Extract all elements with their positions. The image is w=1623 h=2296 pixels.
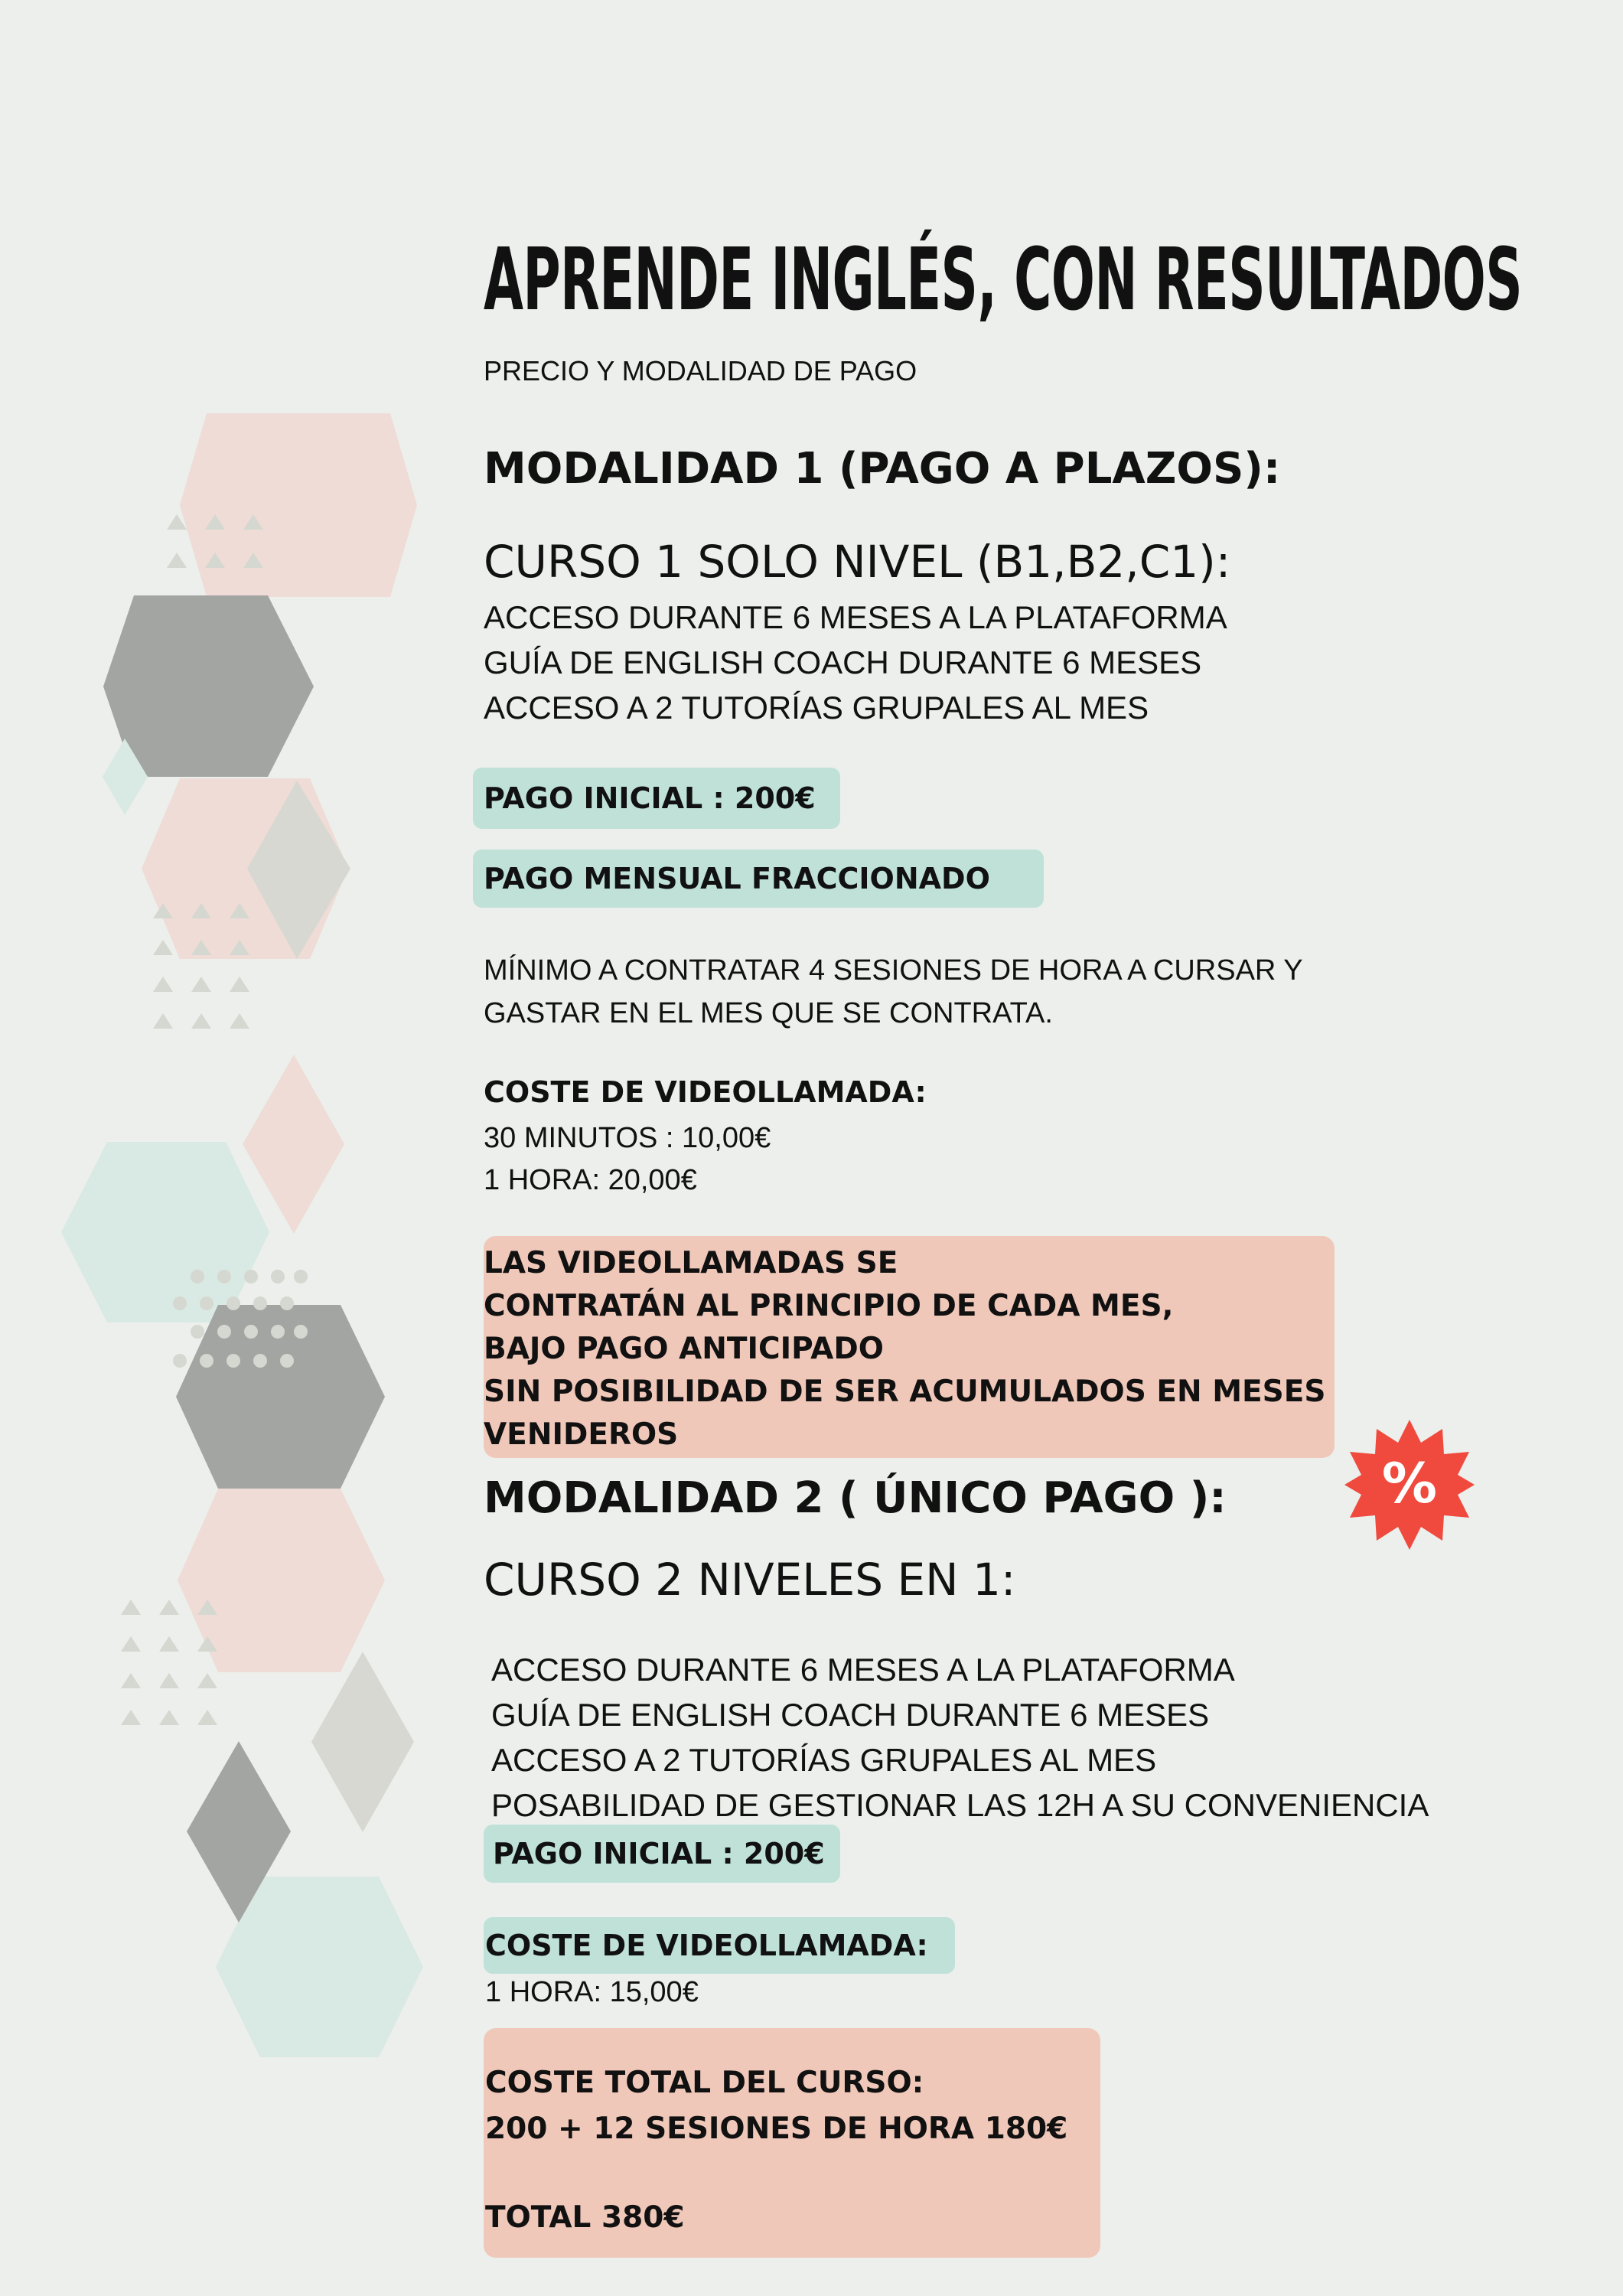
total-cost-box: [484, 2028, 1100, 2258]
feature-item: GUÍA DE ENGLISH COACH DURANTE 6 MESES: [484, 644, 1202, 680]
video-cost-item: 30 MINUTOS : 10,00€: [484, 1122, 771, 1154]
notice-line: BAJO PAGO ANTICIPADO: [484, 1332, 884, 1366]
modalidad2-course-title: CURSO 2 NIVELES EN 1:: [484, 1554, 1016, 1606]
monthly-payment-label: PAGO MENSUAL FRACCIONADO: [484, 862, 990, 895]
monthly-payment-badge: [473, 850, 1044, 908]
feature-item: ACCESO A 2 TUTORÍAS GRUPALES AL MES: [484, 690, 1149, 726]
video-cost-item: 1 HORA: 20,00€: [484, 1164, 697, 1196]
total-cost-label: COSTE TOTAL DEL CURSO:: [485, 2066, 924, 2100]
initial-payment-badge: [484, 1825, 840, 1883]
video-cost-badge: [484, 1917, 955, 1974]
light-gray-diamond: [311, 1652, 414, 1832]
notice-line: SIN POSIBILIDAD DE SER ACUMULADOS EN MESES: [484, 1375, 1326, 1409]
video-cost-label: COSTE DE VIDEOLLAMADA:: [485, 1929, 928, 1962]
video-cost-label: COSTE DE VIDEOLLAMADA:: [484, 1075, 927, 1109]
modalidad2-heading: MODALIDAD 2 ( ÚNICO PAGO ):: [484, 1473, 1227, 1523]
feature-item: ACCESO DURANTE 6 MESES A LA PLATAFORMA: [491, 1652, 1235, 1688]
note-line: MÍNIMO A CONTRATAR 4 SESIONES DE HORA A CURSAR Y: [484, 954, 1303, 987]
modalidad1-feature-list: [484, 595, 1227, 730]
feature-item: POSABILIDAD DE GESTIONAR LAS 12H A SU CONVENIENCIA: [491, 1787, 1429, 1823]
total-cost-value: TOTAL 380€: [485, 2200, 685, 2235]
feature-item: ACCESO A 2 TUTORÍAS GRUPALES AL MES: [491, 1742, 1157, 1778]
gray-hexagon: [103, 595, 314, 777]
notice-line: CONTRATÁN AL PRINCIPIO DE CADA MES,: [484, 1289, 1174, 1323]
feature-item: ACCESO DURANTE 6 MESES A LA PLATAFORMA: [484, 599, 1227, 635]
notice-line: VENIDEROS: [484, 1417, 679, 1452]
page-title: APRENDE INGLÉS, CON RESULTADOS: [484, 230, 1523, 330]
percent-symbol: %: [1381, 1451, 1438, 1515]
notice-line: LAS VIDEOLLAMADAS SE: [484, 1246, 898, 1280]
minimum-sessions-note: [484, 949, 1303, 1035]
pink-hexagon: [180, 413, 417, 597]
page-subtitle: PRECIO Y MODALIDAD DE PAGO: [484, 355, 917, 386]
total-cost-detail: 200 + 12 SESIONES DE HORA 180€: [485, 2112, 1068, 2146]
pink-diamond: [243, 1055, 344, 1234]
initial-payment-badge: [473, 768, 840, 829]
note-line: GASTAR EN EL MES QUE SE CONTRATA.: [484, 997, 1053, 1029]
percent-badge-icon: [1344, 1420, 1475, 1550]
videocall-notice-box: [484, 1236, 1335, 1458]
feature-item: GUÍA DE ENGLISH COACH DURANTE 6 MESES: [491, 1697, 1210, 1733]
video-cost-list: [484, 1117, 771, 1202]
initial-payment-label: PAGO INICIAL : 200€: [484, 781, 816, 815]
modalidad1-course-title: CURSO 1 SOLO NIVEL (B1,B2,C1):: [484, 536, 1231, 588]
mint-hexagon: [61, 1142, 269, 1322]
modalidad2-feature-list: [491, 1647, 1429, 1828]
video-cost-item: 1 HORA: 15,00€: [485, 1976, 699, 2008]
modalidad1-heading: MODALIDAD 1 (PAGO A PLAZOS):: [484, 444, 1281, 494]
initial-payment-label: PAGO INICIAL : 200€: [493, 1837, 825, 1870]
